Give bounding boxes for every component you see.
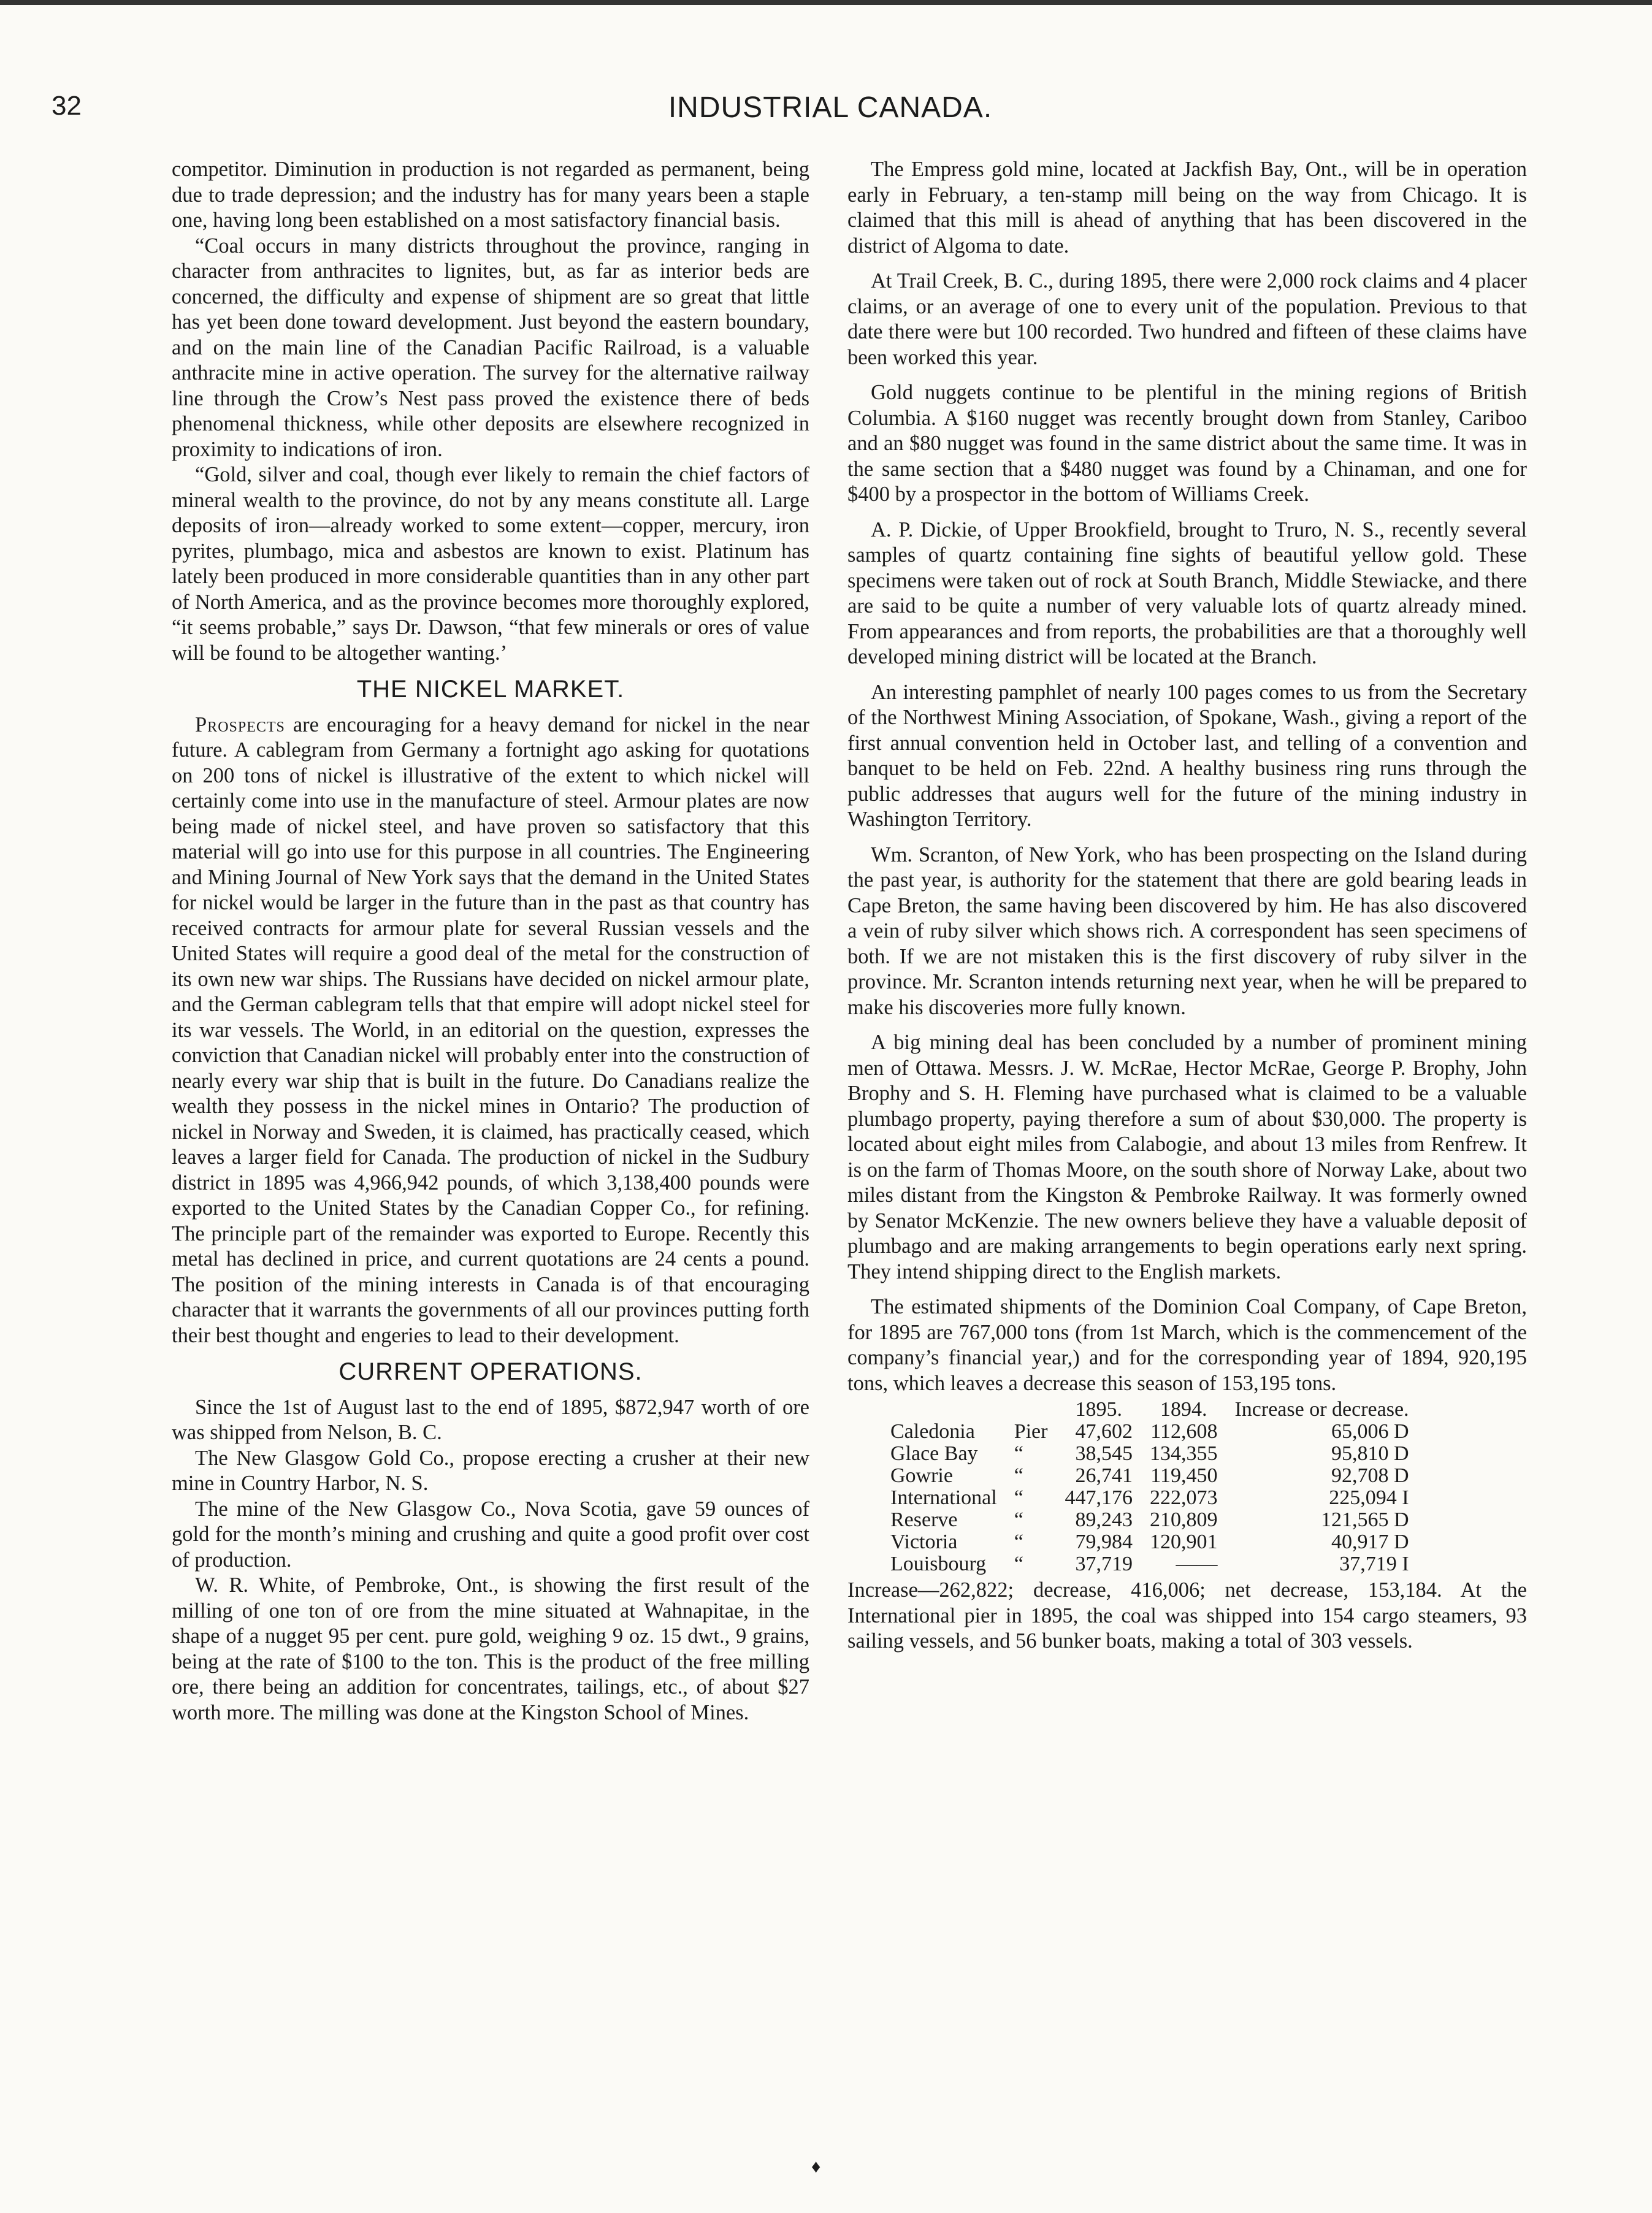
paragraph: Since the 1st of August last to the end of 1895, $872,947 worth of ore was shipped from Nelson, B. C. [172, 1395, 809, 1444]
table-cell: 210,809 [1149, 1508, 1218, 1531]
paragraph-text: are encouraging for a heavy demand for nickel in the near future. A cablegram from Germany a fortnight ago asking for quotations on 200 tons of nickel is illustrative of the extent to which nickel will certainly come into use in the manufacture of steel. Armour plates are now being made of nickel steel, and have proven so satisfactory that this material will go into use for this purpose in all countries. The Engineering and Mining Journal of New York says that the demand in the United States for nickel would be larger in the future than in the past as that country has received contracts for armour plate for several Russian vessels and the United States will require a good deal of the metal for the construction of its own new war ships. The Russians have decided on nickel armour plate, and the German cablegram tells that that empire will adopt nickel steel for its war vessels. The World, in an editorial on the question, expresses the conviction that Canadian nickel will probably enter into the construction of nearly every war ship that is built in the future. Do Canadians realize the wealth they possess in the nickel mines in Ontario? The production of nickel in Norway and Sweden, it is claimed, has practically ceased, which leaves a larger field for Canada. The production of nickel in the Sudbury district in 1895 was 4,966,942 pounds, of which 3,138,400 pounds were exported to the United States by the Canadian Copper Co., for refining. The principle part of the remainder was exported to Europe. Recently this metal has declined in price, and current quotations are 24 cents a pound. The position of the mining interests in Canada is of that encouraging character that it warrants the governments of all our provinces putting forth their best thought and engeries to lead to their development. [172, 713, 809, 1347]
table-cell: 95,810 D [1331, 1442, 1409, 1465]
table-cell: Victoria [890, 1531, 958, 1553]
paragraph: W. R. White, of Pembroke, Ont., is showing the first result of the milling of one ton of ore from the mine situated at Wahnapitae, in the shape of a nugget 95 per cent. pure gold, weighing 9 oz. 15 dwt., 9 grains, being at the rate of $100 to the ton. This is the product of the free milling ore, there being an addition for concentrates, tailings, etc., of about $27 worth more. The milling was done at the Kingston School of Mines. [172, 1573, 809, 1724]
table-cell: 134,355 [1149, 1442, 1218, 1465]
table-cell: Glace Bay [890, 1442, 978, 1465]
table-cell: 92,708 D [1331, 1464, 1409, 1487]
paragraph: A big mining deal has been concluded by a number of prominent mining men of Ottawa. Messrs. J. W. McRae, Hector McRae, George P. Brophy, John Brophy and S. H. Fleming have purchased what is claimed to be a valuable plumbago property, paying therefore a sum of about $30,000. The property is located about eight miles from Calabogie, and about 13 miles from Renfrew. It is on the farm of Thomas Moore, on the south shore of Norway Lake, about two miles distant from the Kingston & Pembroke Railway. It was formerly owned by Senator McKenzie. The new owners believe they have a valuable deposit of plumbago and are making arrangements to begin operations early next spring. They intend shipping direct to the English markets. [847, 1031, 1527, 1283]
paragraph: “Gold, silver and coal, though ever likely to remain the chief factors of mineral wealth to the province, do not by any means constitute all. Large deposits of iron—already worked to some extent—copper, mercury, iron pyrites, plumbago, mica and asbestos are known to exist. Platinum has lately been produced in more considerable quantities than in any other part of North America, and as the province becomes more thoroughly explored, “it seems probable,” says Dr. Dawson, “that few minerals or ores of value will be found to be altogether wanting.’ [172, 463, 809, 665]
table-cell: “ [1014, 1486, 1023, 1509]
paragraph: The estimated shipments of the Dominion Coal Company, of Cape Breton, for 1895 are 767,000 tons (from 1st March, which is the commencement of the company’s financial year,) and for the corresponding year of 1894, 920,195 tons, which leaves a decrease this season of 153,195 tons. [847, 1295, 1527, 1395]
page-header [52, 91, 1609, 140]
page-number: 32 [52, 91, 82, 121]
table-cell: Reserve [890, 1508, 958, 1531]
right-column [847, 157, 1527, 1664]
table-cell: 38,545 [1075, 1442, 1133, 1465]
table-header-cell: 1895. [1075, 1398, 1122, 1421]
coal-shipments-table [890, 1399, 1418, 1575]
table-header-cell [890, 1399, 1006, 1421]
table-cell: 119,450 [1150, 1464, 1218, 1487]
table-cell: “ [1014, 1464, 1023, 1487]
section-heading-nickel-market: THE NICKEL MARKET. [356, 676, 625, 703]
paragraph [172, 713, 809, 1349]
section-heading-current-operations: CURRENT OPERATIONS. [338, 1358, 643, 1385]
table-row [890, 1421, 1418, 1443]
table-cell: 40,917 D [1331, 1531, 1409, 1553]
paragraph: “Coal occurs in many districts throughout the province, ranging in character from anthracites to lignites, but, as far as interior beds are concerned, the difficulty and expense of shipment are so great that little has yet been done toward development. Just beyond the eastern boundary, and on the main line of the Canadian Pacific Railroad, is a valuable anthracite mine in active operation. The survey for the alternative railway line through the Crow’s Nest pass proved the existence there of beds phenomenal thickness, while other deposits are elsewhere recognized in proximity to indications of iron. [172, 234, 809, 461]
table-cell: 47,602 [1075, 1420, 1133, 1443]
table-cell: “ [1014, 1508, 1023, 1531]
paragraph: At Trail Creek, B. C., during 1895, there were 2,000 rock claims and 4 placer claims, or an average of one to every unit of the population. Previous to that date there were but 100 recorded. Two hundred and fifteen of these claims have been worked this year. [847, 269, 1527, 369]
table-header-cell: Increase or decrease. [1234, 1398, 1409, 1421]
table-cell: 112,608 [1150, 1420, 1218, 1443]
table-cell: Pier [1014, 1420, 1048, 1443]
paragraph: An interesting pamphlet of nearly 100 pages comes to us from the Secretary of the Northwest Mining Association, of Spokane, Wash., giving a report of the first annual convention held in October last, and telling of a convention and banquet to be held on Feb. 22nd. A healthy business ring runs through the public addresses that augurs well for the future of the mining industry in Washington Territory. [847, 680, 1527, 831]
table-header-cell [1006, 1399, 1057, 1421]
table-cell: Gowrie [890, 1464, 953, 1487]
table-row [890, 1443, 1418, 1465]
table-row [890, 1531, 1418, 1553]
table-cell: 225,094 I [1329, 1486, 1409, 1509]
table-cell: 120,901 [1149, 1531, 1218, 1553]
paragraph: The New Glasgow Gold Co., propose erecting a crusher at their new mine in Country Harbor, N. S. [172, 1446, 809, 1495]
paragraph: Wm. Scranton, of New York, who has been prospecting on the Island during the past year, is authority for the statement that there are gold bearing leads in Cape Breton, the same having been discovered by him. He has also discovered a vein of ruby silver which shows rich. A correspondent has seen specimens of both. If we are not mistaken this is the first discovery of ruby silver in the province. Mr. Scranton intends returning next year, when he will be prepared to make his discoveries more fully known. [847, 843, 1527, 1019]
paragraph: A. P. Dickie, of Upper Brookfield, brought to Truro, N. S., recently several samples of quartz containing fine sights of beautiful yellow gold. These specimens were taken out of rock at South Branch, Middle Stewiacke, and there are said to be quite a number of very valuable lots of quartz already mined. From appearances and from reports, the probabilities are that a thoroughly well developed mining district will be located at the Branch. [847, 518, 1527, 668]
table-cell: 222,073 [1149, 1486, 1218, 1509]
table-cell: 37,719 [1075, 1553, 1133, 1575]
table-cell: International [890, 1486, 997, 1509]
table-row [890, 1487, 1418, 1509]
table-cell: —— [1176, 1553, 1218, 1575]
table-cell: “ [1014, 1531, 1023, 1553]
printer-mark: ♦ [811, 2157, 821, 2177]
running-title: INDUSTRIAL CANADA. [668, 91, 993, 124]
left-column [172, 157, 809, 1726]
table-cell: “ [1014, 1442, 1023, 1465]
table-header-row [890, 1399, 1418, 1421]
table-cell: Louisbourg [890, 1553, 987, 1575]
table-cell: 89,243 [1075, 1508, 1133, 1531]
table-row [890, 1509, 1418, 1531]
paragraph: Gold nuggets continue to be plentiful in the mining regions of British Columbia. A $160 nugget was recently brought down from Stanley, Cariboo and an $80 nugget was found in the same district about the same time. It was in the same section that a $480 nugget was found by a Chinaman, and one for $400 by a prospector in the bottom of Williams Creek. [847, 381, 1527, 506]
top-rule [0, 0, 1652, 5]
table-cell: 26,741 [1075, 1464, 1133, 1487]
table-cell: 121,565 D [1321, 1508, 1409, 1531]
table-cell: 37,719 I [1339, 1553, 1409, 1575]
table-cell: Caledonia [890, 1420, 975, 1443]
table-header-cell: 1894. [1160, 1398, 1207, 1421]
paragraph: The Empress gold mine, located at Jackfish Bay, Ont., will be in operation early in February, a ten-stamp mill being on the way from Chicago. It is claimed that this mill is ahead of anything that has been discovered in the district of Algoma to date. [847, 158, 1527, 258]
lead-word: Prospects [195, 713, 285, 736]
table-row [890, 1465, 1418, 1487]
paragraph: Increase—262,822; decrease, 416,006; net decrease, 153,184. At the International pier in 1895, the coal was shipped into 154 cargo steamers, 93 sailing vessels, and 56 bunker boats, making a total of 303 vessels. [847, 1578, 1527, 1653]
paragraph: competitor. Diminution in production is not regarded as permanent, being due to trade depression; and the industry has for many years been a staple one, having long been established on a most satisfactory financial basis. [172, 158, 809, 232]
table-row [890, 1553, 1418, 1575]
table-cell: “ [1014, 1553, 1023, 1575]
table-cell: 79,984 [1075, 1531, 1133, 1553]
table-cell: 65,006 D [1331, 1420, 1409, 1443]
table-cell: 447,176 [1065, 1486, 1133, 1509]
paragraph: The mine of the New Glasgow Co., Nova Scotia, gave 59 ounces of gold for the month’s mining and crushing and quite a good profit over cost of production. [172, 1497, 809, 1572]
